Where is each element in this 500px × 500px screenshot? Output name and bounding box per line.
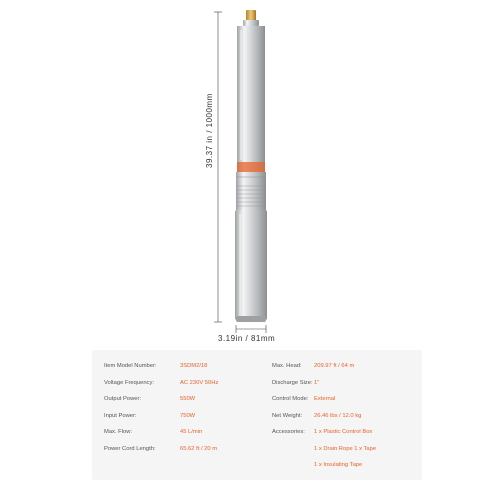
spec-key: Max. Head:: [272, 363, 302, 369]
spec-row: [104, 424, 274, 441]
spec-value: 1 x Plastic Control Box: [314, 429, 373, 435]
height-dimension-label: 39.37 in / 1000mm: [205, 93, 214, 168]
accessory-item: 1 x Insulating Tape: [314, 462, 363, 468]
spec-key: Voltage Frequency:: [104, 379, 154, 386]
spec-row: [104, 375, 274, 392]
spec-value: 550W: [180, 396, 196, 402]
spec-row: [104, 408, 274, 425]
spec-row: [104, 391, 274, 408]
spec-value: 26.46 lbs / 12.0 kg: [314, 412, 362, 419]
spec-row: [272, 408, 422, 425]
height-dimension-line: [214, 12, 222, 322]
specs-right-column: [272, 358, 422, 474]
spec-row: [272, 391, 422, 408]
spec-key: Net Weight:: [272, 412, 303, 419]
spec-value: 65.62 ft / 20 m: [180, 445, 218, 452]
spec-value: 750W: [180, 412, 196, 419]
spec-value: External: [314, 396, 336, 402]
width-dimension-line: [236, 325, 266, 333]
specs-left-column: [104, 358, 274, 457]
spec-key: Max. Flow:: [104, 429, 133, 435]
spec-value: 45 L/min: [180, 429, 203, 435]
spec-key: Item Model Number:: [104, 363, 157, 369]
pump-body: [235, 10, 267, 322]
spec-row: [272, 358, 422, 375]
spec-row: [104, 358, 274, 375]
spec-key: Power Cord Length:: [104, 445, 156, 452]
spec-value: 209.97 ft / 64 m: [314, 363, 355, 369]
spec-row: [272, 424, 422, 441]
specifications-panel: [92, 350, 422, 480]
spec-key: Output Power:: [104, 396, 142, 402]
spec-row: [272, 375, 422, 392]
spec-key: Accessories:: [272, 429, 305, 435]
accessory-item: 1 x Drain Rope 1 x Tape: [314, 445, 377, 452]
spec-value: 3SDM2/18: [180, 363, 208, 369]
spec-row: [104, 441, 274, 458]
spec-key: Control Mode:: [272, 396, 309, 402]
spec-value: AC 230V 50Hz: [180, 379, 219, 386]
width-dimension-label: 3.19in / 81mm: [218, 334, 276, 343]
spec-key: Input Power:: [104, 412, 137, 419]
spec-key: Discharge Size:: [272, 379, 313, 386]
spec-value: 1": [314, 379, 320, 386]
